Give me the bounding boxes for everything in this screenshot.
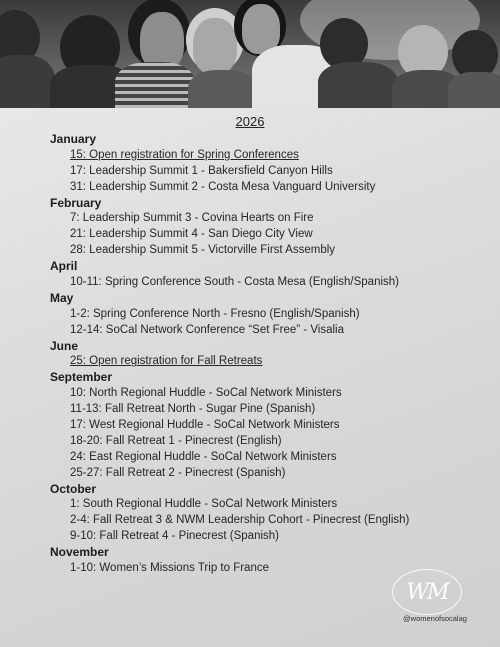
event-item: 7: Leadership Summit 3 - Covina Hearts on Fire (70, 212, 314, 225)
registration-link[interactable]: 25: Open registration for Fall Retreats (70, 355, 263, 368)
logo-monogram: WM (406, 579, 448, 605)
event-item: 10: North Regional Huddle - SoCal Network Ministers (70, 387, 342, 400)
event-item: 1-10: Women’s Missions Trip to France (70, 562, 269, 575)
event-item: 21: Leadership Summit 4 - San Diego City View (70, 228, 313, 241)
event-item: 11-13: Fall Retreat North - Sugar Pine (Spanish) (70, 403, 316, 416)
event-item: 28: Leadership Summit 5 - Victorville First Assembly (70, 244, 336, 257)
month-heading: September (50, 370, 113, 385)
event-item: 31: Leadership Summit 2 - Costa Mesa Vanguard University (70, 180, 376, 193)
event-item: 2-4: Fall Retreat 3 & NWM Leadership Cohort - Pinecrest (English) (70, 514, 410, 527)
event-item: 10-11: Spring Conference South - Costa Mesa (English/Spanish) (70, 276, 399, 289)
month-heading: October (50, 481, 97, 496)
event-item: 25-27: Fall Retreat 2 - Pinecrest (Spanish) (70, 466, 286, 479)
event-item: 1-2: Spring Conference North - Fresno (English/Spanish) (70, 307, 360, 320)
wm-logo (392, 569, 462, 615)
year-heading: 2026 (235, 114, 265, 129)
hero-photo (0, 0, 500, 108)
event-item: 17: Leadership Summit 1 - Bakersfield Canyon Hills (70, 164, 333, 177)
event-item: 1: South Regional Huddle - SoCal Network Ministers (70, 498, 338, 511)
social-handle: @womenofsocalag (403, 614, 467, 623)
registration-link[interactable]: 15: Open registration for Spring Conferences (70, 148, 299, 161)
month-heading: November (50, 545, 109, 560)
event-item: 18-20: Fall Retreat 1 - Pinecrest (English) (70, 434, 282, 447)
event-item: 12-14: SoCal Network Conference “Set Free” - Visalia (70, 323, 344, 336)
month-heading: June (50, 338, 79, 353)
event-item: 9-10: Fall Retreat 4 - Pinecrest (Spanish) (70, 530, 280, 543)
month-heading: January (50, 132, 97, 146)
month-heading: April (50, 259, 78, 274)
event-item: 24: East Regional Huddle - SoCal Network Ministers (70, 450, 337, 463)
event-item: 17: West Regional Huddle - SoCal Network Ministers (70, 419, 340, 432)
month-heading: May (50, 290, 74, 305)
schedule-list (50, 132, 490, 577)
month-heading: February (50, 195, 102, 210)
